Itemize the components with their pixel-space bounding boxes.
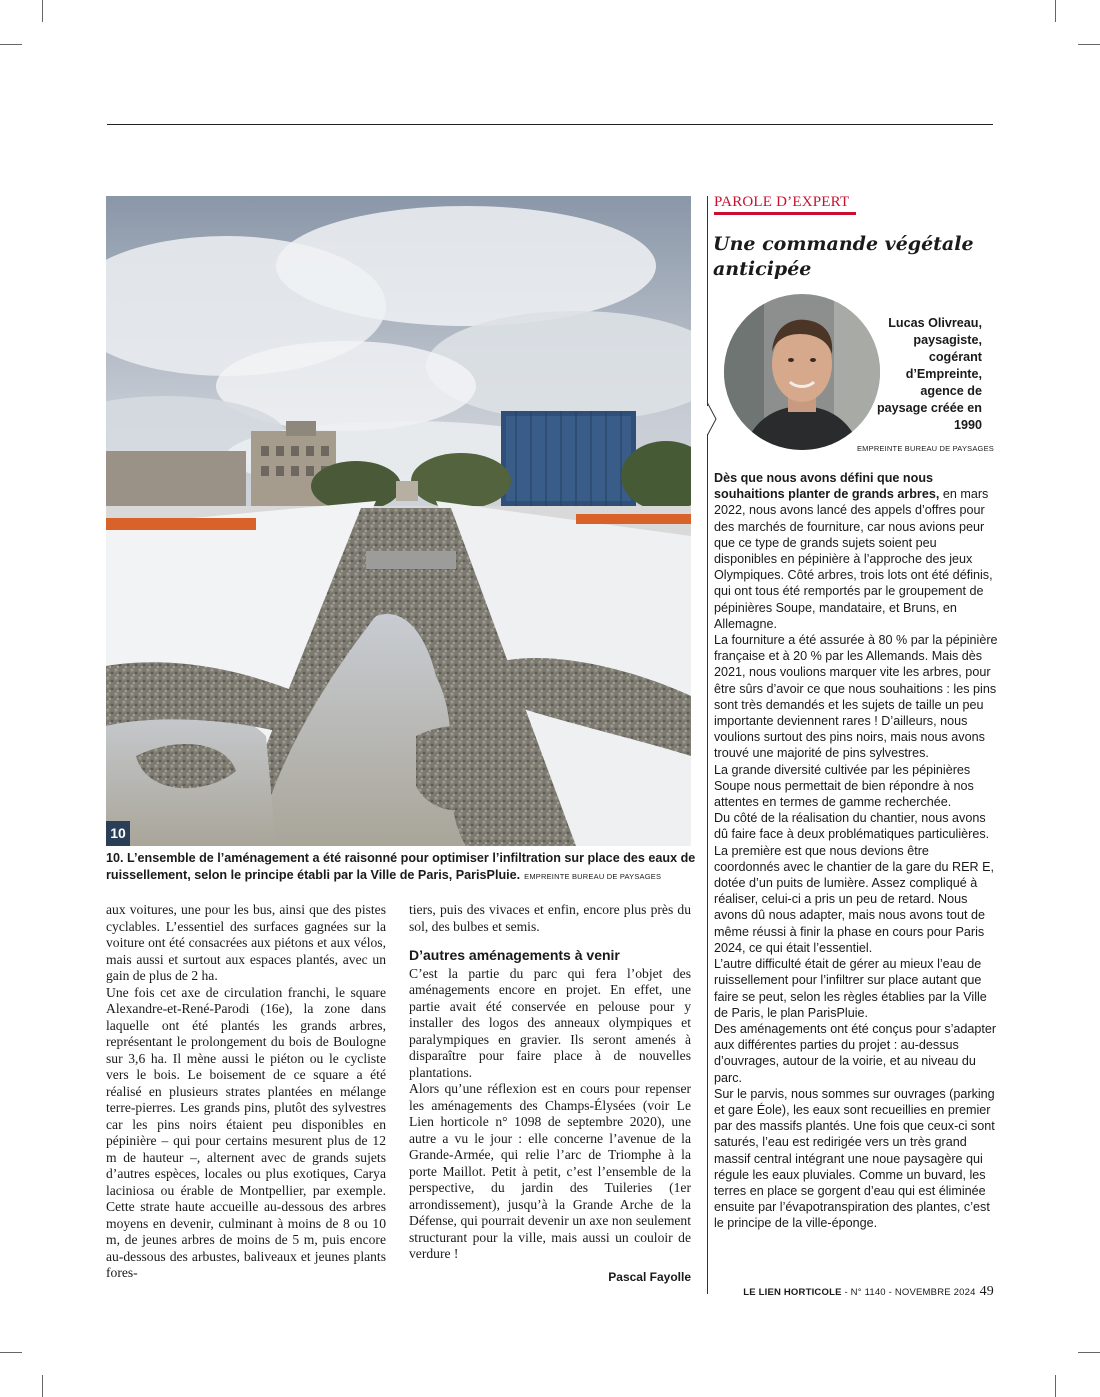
caption-text: 10. L’ensemble de l’aménagement a été raisonné pour optimiser l’infiltration sur place des eaux de ruissellement, selon le principe établi par la Ville de Paris, ParisPluie. [106,851,696,882]
publication-name: LE LIEN HORTICOLE [743,1287,842,1298]
paragraph: La fourniture a été assurée à 80 % par la pépinière française et à 20 % par les Allemands. Mais dès 2021, nous voulions marquer vite les arbres, pour être sûrs d’avoir ce que nous souhaitions : les pins sont très demandés et les sujets de taille un peu importante deviennent rares ! D’ailleurs, nous voulions surtout des pins noirs, mais nous avons trouvé une majorité de pins sylvestres. [714,633,998,761]
paragraph-rest: en mars 2022, nous avons lancé des appels d’offres pour des marchés de fourniture, car nous avions peur que ce type de grands sujets soient peu disponibles en pépinière à l’approche des jeux Olympiques. Côté arbres, trois lots ont été définis, qui ont tous été remportés par le groupement de pépinières Soupe, mandataire, et Bruns, en Allemagne. [714,487,993,631]
section-subheading: D’autres aménagements à venir [409,947,620,963]
article-column-2 [409,902,691,1285]
paragraph: Alors qu’une réflexion est en cours pour repenser les aménagements des Champs-Élysées (voir Le Lien horticole n° 1098 de septembre 2020), une autre a vu le jour : elle concerne l’avenue de la Grande-Armée, qui relie l’arc de Triomphe à la porte Maillot. Petit à petit, c’est l’ensemble de la perspective, du jardin des Tuileries (1er arrondissement), jusqu’à la Grande Arche de la Défense, qui pourrait devenir un axe non seulement structurant pour la ville, mais aussi un couloir de verdure ! [409,1081,691,1261]
sidebar-notch [704,403,718,437]
author-signature: Pascal Fayolle [608,1269,691,1284]
issue-info: - N° 1140 - NOVEMBRE 2024 [841,1287,976,1298]
paragraph: Des aménagements ont été conçus pour s’adapter aux différentes parties du projet : au-dessus d’ouvrages, autour de la voirie, et au niveau du parc. [714,1021,997,1085]
intro-bold: Dès que nous avons défini que nous souhaitions planter de grands arbres, [714,471,940,502]
crop-mark [1055,1375,1056,1397]
paragraph: tiers, puis des vivaces et enfin, encore plus près du sol, des bulbes et semis. [409,902,691,934]
article-column-1 [106,902,386,1282]
expert-interview [714,470,998,1232]
paragraph: L’autre difficulté était de gérer au mieux l’eau de ruissellement pour l’infiltrer sur place autant que faire se peut, selon les règles établies par la Ville de Paris, le plan ParisPluie. [714,957,987,1020]
page-footer [738,1284,994,1300]
crop-mark [42,1375,43,1397]
paragraph: Une fois cet axe de circulation franchi, le square Alexandre-et-René-Parodi (16e), la zone dans laquelle ont été plantés les grands arbres, représentant le prolongement du bois de Boulogne sur 3,6 ha. Il mène aussi le piéton ou le cycliste vers le bois. Le boisement de ce square a été réalisé en plusieurs strates plantées en mélange terre-pierres. Les grands pins, plutôt des sylvestres car les pins noirs étaient peu disponibles en pépinière – qui pour certains mesurent plus de 12 m de hauteur –, alternent avec de grands sujets d’autres espèces, locales ou plus exotiques, Carya laciniosa ou érable de Montpellier, par exemple. Cette strate haute accueille au-dessous des arbres moyens en devenir, culminant à moins de 8 ou 10 m, de jeunes arbres de moins de 5 m, puis encore au-dessous des arbustes, baliveaux et jeunes plants fores- [106,984,386,1280]
paragraph: La grande diversité cultivée par les pépinières Soupe nous permettait de bien répondre à nos attentes en termes de gamme recherchée. [714,762,974,810]
caption-credit: EMPREINTE BUREAU DE PAYSAGES [524,872,662,881]
sidebar-headline: Une commande végétale anticipée [713,233,974,280]
sidebar-rule [707,434,708,1294]
expert-bio: Lucas Olivreau, paysagiste, cogérant d’Empreinte, agence de paysage créée en 1990 [876,316,982,432]
photo-number: 10 [106,821,130,846]
sidebar-rule [707,196,708,406]
crop-mark [0,1352,22,1353]
portrait-credit: EMPREINTE BUREAU DE PAYSAGES [856,444,994,453]
kicker-underline [714,212,856,215]
paragraph: Sur le parvis, nous sommes sur ouvrages (parking et gare Éole), les eaux sont recueillies en premier par des massifs plantés. Une fois que ceux-ci sont saturés, l’eau est redirigée vers un très grand massif central intégrant une noue paysagère qui régule les eaux pluviales. Comme un buvard, les terres en place se gorgent d’eau qui est éliminée ensuite par l’évapotranspiration des plantes, c’est le principe de la ville-éponge. [714,1086,995,1231]
crop-mark [1078,1352,1100,1353]
crop-mark [1078,44,1100,45]
crop-mark [1055,0,1056,22]
crop-mark [42,0,43,22]
sidebar-kicker: PAROLE D’EXPERT [714,194,850,210]
photo-caption [106,850,696,885]
paragraph: C’est la partie du parc qui fera l’objet des aménagements encore en projet. En effet, une partie avait été conservée en pelouse pour y installer des logos des anneaux olympiques et paralympiques en gravier. Ils seront amenés à disparaître pour faire place à de nouvelles plantations. [409,965,691,1080]
paragraph [714,470,998,632]
paragraph: Du côté de la réalisation du chantier, nous avons dû faire face à deux problématiques particulières. La première est que nous devions être coordonnés avec le chantier de la gare du RER E, dotée d’un puits de lumière. Assez compliqué à réaliser, celui-ci a pris un peu de retard. Nous avons dû nous adapter, mais nous avons tout de même réussi à finir la phase en cours pour Paris 2024, ce qui était l’essentiel. [714,811,995,955]
expert-portrait [724,294,880,450]
paragraph: aux voitures, une pour les bus, ainsi que des pistes cyclables. L’essentiel des surfaces gagnées sur la voiture ont été consacrées aux piétons et aux vélos, mais aussi et surtout aux espaces plantés, avec un gain de plus de 2 ha. [106,902,386,983]
construction-photo [106,196,691,846]
crop-mark [0,44,22,45]
page-number: 49 [979,1284,994,1299]
header-rule [107,124,993,125]
